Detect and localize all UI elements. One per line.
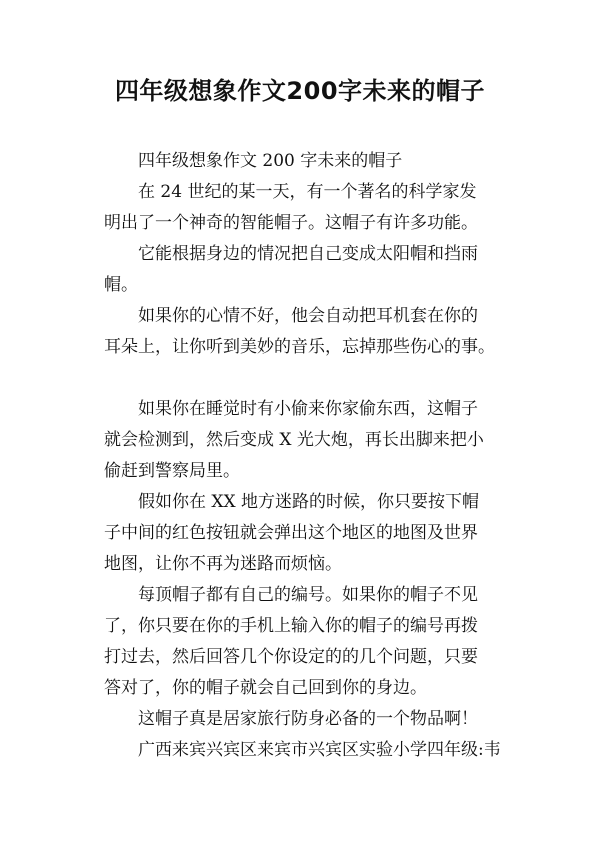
body-line: 偷赶到警察局里。: [104, 461, 240, 481]
body-line: 打过去，然后回答几个你设定的的几个问题，只要: [104, 647, 478, 667]
body-line: 就会检测到，然后变成 X 光大炮，再长出脚来把小: [104, 430, 484, 450]
body-line: 每顶帽子都有自己的编号。如果你的帽子不见: [138, 585, 478, 605]
blank-line: [104, 363, 524, 394]
body-line: 子中间的红色按钮就会弹出这个地区的地图及世界: [104, 523, 478, 543]
document-title: 四年级想象作文200字未来的帽子: [114, 77, 486, 105]
body-line: 明出了一个神奇的智能帽子。这帽子有许多功能。: [104, 213, 478, 233]
document-body: [104, 146, 524, 766]
body-line-author: 广西来宾兴宾区来宾市兴宾区实验小学四年级:韦: [138, 740, 501, 760]
body-line: 在 24 世纪的某一天，有一个著名的科学家发: [138, 182, 477, 202]
body-line-subtitle: 四年级想象作文 200 字未来的帽子: [138, 151, 403, 171]
body-line: 地图，让你不再为迷路而烦恼。: [104, 554, 342, 574]
body-line: 如果你在睡觉时有小偷来你家偷东西，这帽子: [138, 399, 478, 419]
body-line: 答对了，你的帽子就会自己回到你的身边。: [104, 678, 427, 698]
body-line: 了，你只要在你的手机上输入你的帽子的编号再拨: [104, 616, 478, 636]
body-line: 帽。: [104, 275, 138, 295]
body-line: 耳朵上，让你听到美妙的音乐，忘掉那些伤心的事。: [104, 337, 495, 357]
body-line: 假如你在 XX 地方迷路的时候，你只要按下帽: [138, 492, 480, 512]
body-line: 这帽子真是居家旅行防身必备的一个物品啊！: [138, 709, 478, 729]
body-line: 如果你的心情不好，他会自动把耳机套在你的: [138, 306, 478, 326]
body-line: 它能根据身边的情况把自己变成太阳帽和挡雨: [138, 244, 478, 264]
